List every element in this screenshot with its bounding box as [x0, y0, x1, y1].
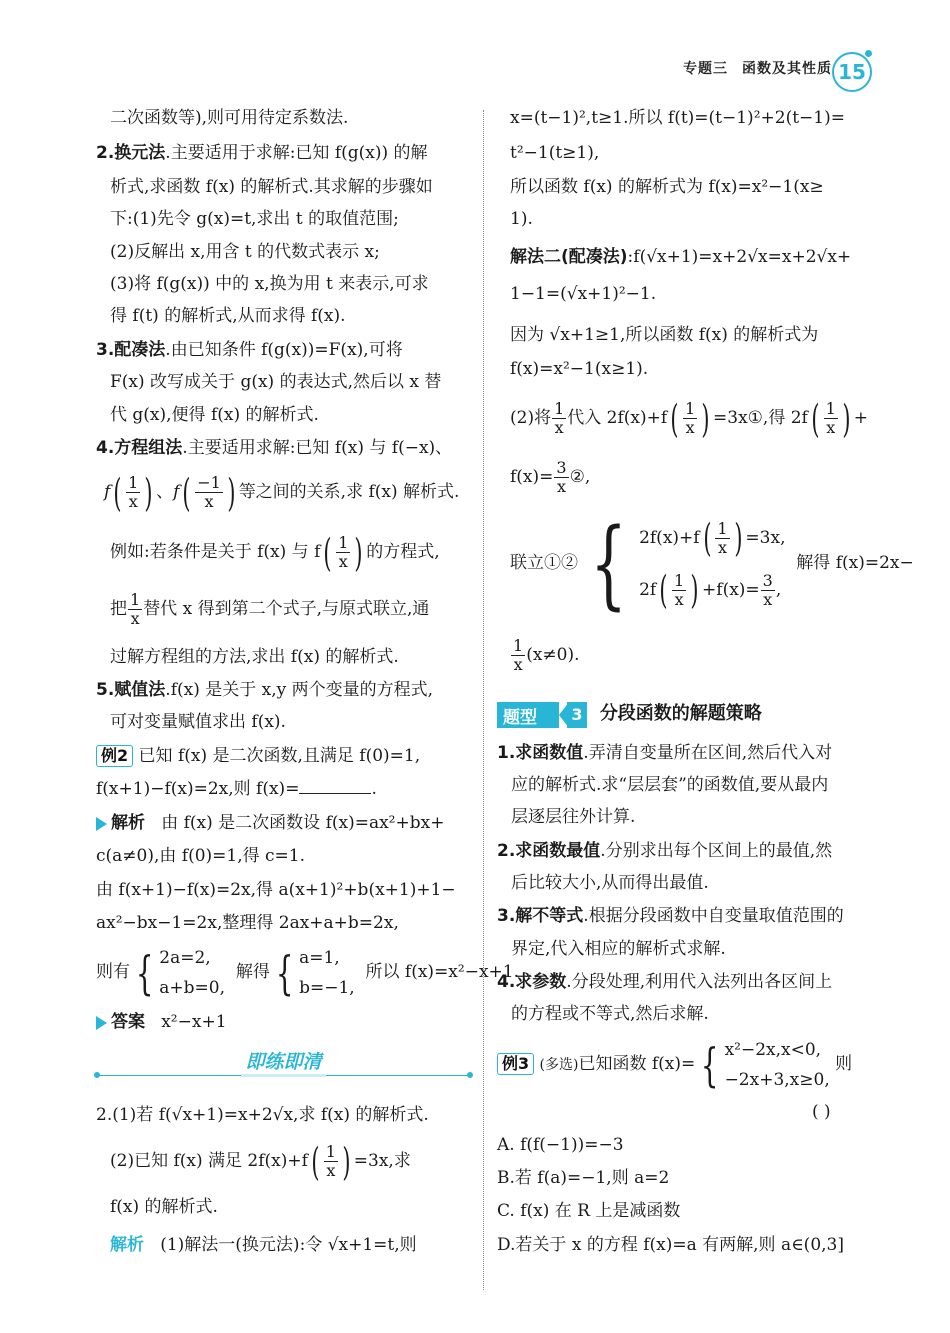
option-a: A. f(f(−1))=−3 [497, 1135, 624, 1155]
point-1-text: .弄清自变量所在区间,然后代入对 [583, 743, 833, 763]
option-c: C. f(x) 在 R 上是减函数 [497, 1201, 681, 1221]
solution-line-3: 由 f(x+1)−f(x)=2x,得 a(x+1)²+b(x+1)+1− [96, 880, 456, 900]
example-2-line-2-text: f(x+1)−f(x)=2x,则 f(x)= [96, 779, 300, 799]
answer-label: 答案 [111, 1012, 145, 1032]
right-line-9-c: =3x①,得 2f [713, 408, 808, 428]
point-4-label: 4.求参数 [497, 972, 567, 992]
example-3-note: (多选) [539, 1057, 579, 1073]
question-2-line-1: 2.(1)若 f(√x+1)=x+2√x,求 f(x) 的解析式. [96, 1105, 429, 1125]
answer-blank [299, 779, 371, 794]
right-line-10-a: f(x)= [510, 467, 554, 487]
method-4-line-3-b: 的方程式, [366, 542, 440, 562]
point-4 [497, 971, 832, 993]
solution-line-5-c: 所以 f(x)=x²−x+1. [365, 962, 520, 982]
point-1-line-3: 层逐层往外计算. [511, 807, 636, 827]
point-3-label: 3.解不等式 [497, 906, 584, 926]
fraction-1-over-x: $\frac{1}{x}$ [128, 473, 139, 511]
practice-band [96, 1047, 471, 1087]
fraction-1-over-x-d: $\frac{1}{x}$ [325, 1142, 336, 1180]
question-2-solution-line-1: (1)解法一(换元法):令 √x+1=t,则 [160, 1235, 417, 1255]
question-2-line-3: f(x) 的解析式. [110, 1197, 218, 1217]
solution-line-5-b: 解得 [235, 962, 270, 982]
right-line-9: (2)将 $\frac{1}{x}$ 代入 2f(x)+f( $\frac{1}{x}$ ) =3x①,得 2f( $\frac{1}{x}$ ) + [510, 396, 868, 441]
question-2-line-2: (2)已知 f(x) 满足 2f(x)+f( $\frac{1}{x}$ ) =3x,求 [110, 1139, 411, 1184]
section-3-header [497, 700, 762, 728]
method-4-line-2-tail: 等之间的关系,求 f(x) 解析式. [238, 482, 460, 502]
right-line-10 [510, 452, 590, 502]
example-3: 例3 (多选)已知函数 f(x)= { x²−2x,x<0, −2x+3,x≥0, 则 [497, 1034, 852, 1094]
right-line-11-b: 解得 f(x)=2x− [796, 553, 914, 573]
page-number: 15 [832, 52, 872, 92]
point-1-line-2: 应的解析式.求“层层套”的函数值,要从最内 [511, 775, 829, 795]
method-2-line-3: 下:(1)先令 g(x)=t,求出 t 的取值范围; [110, 209, 399, 229]
method-5 [96, 679, 433, 701]
option-b: B.若 f(a)=−1,则 a=2 [497, 1168, 670, 1188]
method-4-label: 4.方程组法 [96, 438, 183, 458]
option-d: D.若关于 x 的方程 f(x)=a 有两解,则 a∈(0,3] [497, 1235, 844, 1255]
method-4-line-4 [110, 587, 429, 631]
method-2-line-2: 析式,求函数 f(x) 的解析式.其求解的步骤如 [110, 177, 433, 197]
solution-line-5: 则有 { 2a=2, a+b=0, 解得 { a=1, b=−1, 所以 f(x)=x²−x+1. [96, 941, 519, 1003]
point-1 [497, 742, 832, 764]
question-2-solution-label: 解析 [110, 1235, 144, 1255]
right-line-2: t²−1(t≥1), [510, 143, 600, 163]
example-2 [96, 745, 420, 767]
system-1: 2a=2, a+b=0, [159, 947, 226, 998]
example-3-then: 则 [835, 1054, 853, 1074]
method-3-line-3: 代 g(x),便得 f(x) 的解析式. [110, 405, 319, 425]
example-3-text: 已知函数 f(x)= [578, 1054, 696, 1074]
example-2-text: 已知 f(x) 是二次函数,且满足 f(0)=1, [138, 746, 421, 766]
page-number-dot [865, 50, 872, 57]
answer-text: x²−x+1 [161, 1012, 227, 1032]
method-4 [96, 437, 452, 459]
section-3-badge: 题型 3 [497, 702, 589, 728]
method-3-text: .由已知条件 f(g(x))=F(x),可将 [165, 340, 403, 360]
right-line-12 [510, 630, 580, 680]
point-3-line-2: 界定,代入相应的解析式求解. [511, 939, 726, 959]
answer-2 [96, 1011, 227, 1033]
right-line-5 [510, 246, 851, 268]
right-line-12-b: (x≠0). [526, 645, 580, 665]
method-4-line-3-a: 例如:若条件是关于 f(x) 与 f [110, 542, 321, 562]
point-4-line-2: 的方程或不等式,然后求解. [511, 1004, 709, 1024]
method-2-label: 2.换元法 [96, 143, 166, 163]
point-2 [497, 840, 832, 862]
right-line-9-b: 代入 2f(x)+f [567, 408, 668, 428]
point-3 [497, 905, 844, 927]
answer-paren: ( ) [812, 1102, 831, 1122]
header-topic: 专题三 [683, 61, 728, 77]
fraction-r9-c: $\frac{1}{x}$ [825, 399, 836, 437]
fraction-1-over-x-c: $\frac{1}{x}$ [130, 590, 141, 628]
question-2-solution [110, 1234, 417, 1256]
method-5-line-2: 可对变量赋值求出 f(x). [110, 712, 286, 732]
solution-line-5-a: 则有 [96, 962, 130, 982]
right-line-10-b: ②, [569, 467, 591, 487]
method-4-line-4-a: 把 [110, 599, 127, 619]
system-2: a=1, b=−1, [299, 947, 355, 998]
system-3: 2f(x)+f( $\frac{1}{x}$ ) =3x, 2f( $\frac{1}{x}$ ) +f(x)= $\frac{3}{x}$ , [639, 516, 786, 612]
right-line-6: 1−1=(√x+1)²−1. [510, 284, 657, 304]
point-3-text: .根据分段函数中自变量取值范围的 [583, 906, 844, 926]
right-line-4: 1). [510, 209, 533, 229]
solution-line-1: 由 f(x) 是二次函数设 f(x)=ax²+bx+ [161, 813, 445, 833]
practice-band-title: 即练即清 [241, 1047, 325, 1077]
example-2-tag: 例2 [96, 745, 133, 767]
header-title: 函数及其性质 [742, 61, 832, 77]
right-line-7: 因为 √x+1≥1,所以函数 f(x) 的解析式为 [510, 325, 819, 345]
solution-line-2: c(a≠0),由 f(0)=1,得 c=1. [96, 846, 306, 866]
method-4-line-4-b: 替代 x 得到第二个式子,与原式联立,通 [143, 599, 430, 619]
right-line-1: x=(t−1)²,t≥1.所以 f(t)=(t−1)²+2(t−1)= [510, 108, 845, 128]
piecewise-function: x²−2x,x<0, −2x+3,x≥0, [724, 1039, 830, 1090]
solution-label: 解析 [111, 813, 145, 833]
question-2-line-2-a: (2)已知 f(x) 满足 2f(x)+f [110, 1151, 308, 1171]
point-2-line-2: 后比较大小,从而得出最值. [511, 873, 709, 893]
right-line-11-a: 联立①② [510, 553, 578, 573]
method-2-line-5: (3)将 f(g(x)) 中的 x,换为用 t 来表示,可求 [110, 274, 429, 294]
triangle-icon [96, 817, 107, 831]
method-label-2: 解法二(配凑法) [510, 247, 628, 267]
question-2-line-2-b: =3x,求 [353, 1151, 411, 1171]
right-line-9-d: + [853, 408, 868, 428]
fraction-3-over-x: $\frac{3}{x}$ [556, 458, 567, 496]
right-line-11: 联立①② { 2f(x)+f( $\frac{1}{x}$ ) =3x, 2f( $\frac{1}{x}$ ) +f(x)= $\frac{3}{x}$ , 解得 f(x)=2x− [510, 507, 914, 620]
method-4-line-3: 例如:若条件是关于 f(x) 与 f( $\frac{1}{x}$ ) 的方程式, [110, 530, 440, 575]
method-3-label: 3.配凑法 [96, 340, 166, 360]
left-line-1: 二次函数等),则可用待定系数法. [110, 108, 349, 128]
running-header [683, 58, 832, 78]
point-2-text: .分别求出每个区间上的最值,然 [600, 841, 833, 861]
example-2-line-2: f(x+1)−f(x)=2x,则 f(x)= . [96, 779, 377, 799]
method-4-line-2: f( $\frac{1}{x}$ ) 、f( $\frac{-1}{x}$ ) 等之间的关系,求 f(x) 解析式. [104, 470, 460, 515]
method-2-line-6: 得 f(t) 的解析式,从而求得 f(x). [110, 306, 346, 326]
right-line-9-a: (2)将 [510, 408, 552, 428]
method-3-line-2: F(x) 改写成关于 g(x) 的表达式,然后以 x 替 [110, 372, 442, 392]
method-2-text: .主要适用于求解:已知 f(g(x)) 的解 [165, 143, 428, 163]
method-3 [96, 339, 403, 361]
section-3-title: 分段函数的解题策略 [599, 703, 762, 724]
method-4-line-5: 过解方程组的方法,求出 f(x) 的解析式. [110, 647, 399, 667]
right-line-5-text: :f(√x+1)=x+2√x=x+2√x+ [627, 247, 852, 267]
fraction-neg-1-over-x: $\frac{-1}{x}$ [197, 473, 221, 511]
solution-line-4: ax²−bx−1=2x,整理得 2ax+a+b=2x, [96, 913, 399, 933]
method-5-text: .f(x) 是关于 x,y 两个变量的方程式, [165, 680, 434, 700]
fraction-1-over-x-b: $\frac{1}{x}$ [338, 533, 349, 571]
solution-2 [96, 812, 444, 834]
method-2 [96, 142, 428, 164]
fraction-r9-a: $\frac{1}{x}$ [554, 399, 565, 437]
point-1-label: 1.求函数值 [497, 743, 584, 763]
method-4-text: .主要适用求解:已知 f(x) 与 f(−x)、 [182, 438, 453, 458]
column-divider [483, 110, 484, 1290]
right-line-8: f(x)=x²−1(x≥1). [510, 359, 649, 379]
example-3-tag: 例3 [497, 1053, 534, 1075]
method-5-label: 5.赋值法 [96, 680, 166, 700]
fraction-r12: $\frac{1}{x}$ [513, 636, 524, 674]
point-4-text: .分段处理,利用代入法列出各区间上 [566, 972, 833, 992]
point-2-label: 2.求函数最值 [497, 841, 601, 861]
right-line-3: 所以函数 f(x) 的解析式为 f(x)=x²−1(x≥ [510, 177, 824, 197]
triangle-icon [96, 1016, 107, 1030]
fraction-r9-b: $\frac{1}{x}$ [685, 399, 696, 437]
method-2-line-4: (2)反解出 x,用含 t 的代数式表示 x; [110, 242, 380, 262]
